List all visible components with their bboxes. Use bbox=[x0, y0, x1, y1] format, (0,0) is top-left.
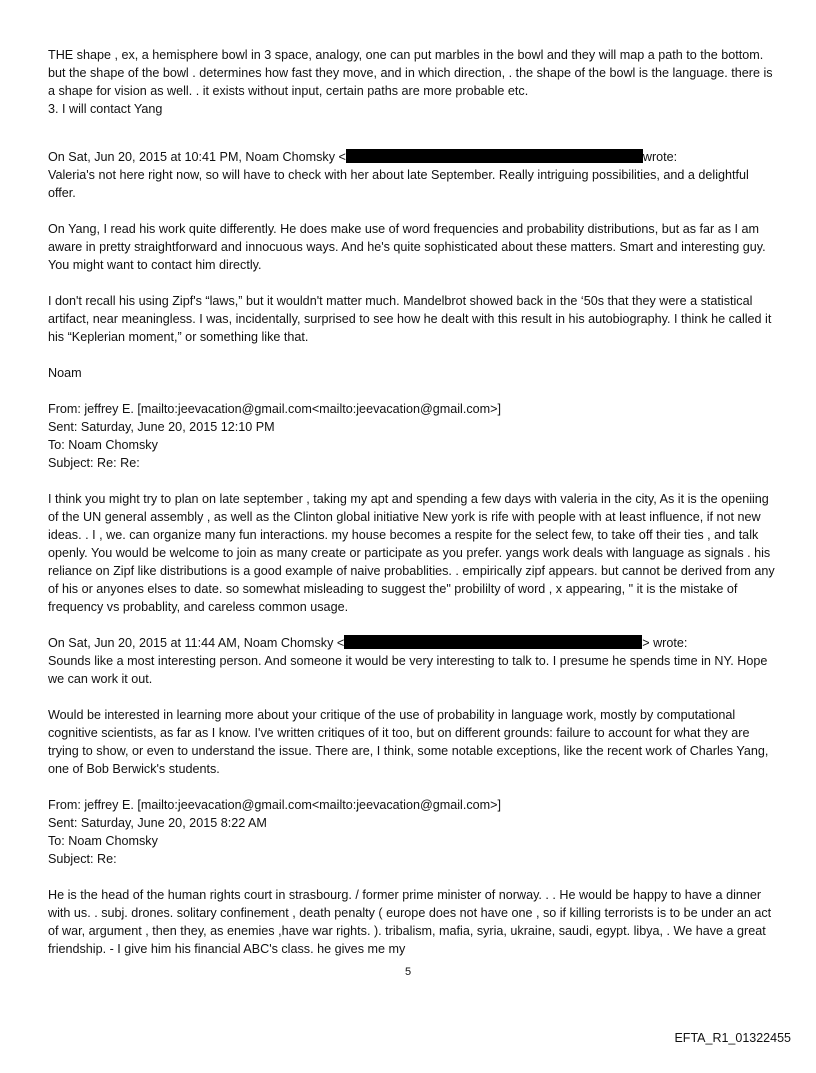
email-to: To: Noam Chomsky bbox=[48, 834, 158, 848]
document-body bbox=[48, 46, 778, 958]
email-from: From: jeffrey E. [mailto:jeevacation@gmail.com<mailto:jeevacation@gmail.com>] bbox=[48, 402, 501, 416]
email-signoff: Noam bbox=[48, 366, 82, 380]
redaction-bar bbox=[344, 635, 642, 649]
email-header-prefix: On Sat, Jun 20, 2015 at 11:44 AM, Noam Chomsky < bbox=[48, 636, 345, 650]
email-paragraph: I think you might try to plan on late september , taking my apt and spending a few days with valeria in the city, As it is the openiing of the UN general assembly , as well as the Clinton global initiative New york is rife with people with at least influence, if not new ideas. . I , we. can organize many fun interactions. my house becomes a respite for the select few, to take off their ties , and talk openly. You would be welcome to join as many create or participate as you prefer. yangs work deals with language as signals . his reliance on Zipf like distributions is a good example of naive probablities. . empirically zipf appears. but cannot be derived from any of his or anyones elses to date. so somewhat misleading to suggest the" probililty of word , x appearing, " it is the mistake of frequency vs probablity, and careless common usage. bbox=[48, 492, 775, 614]
email-sent: Sent: Saturday, June 20, 2015 8:22 AM bbox=[48, 816, 267, 830]
shape-paragraph: THE shape , ex, a hemisphere bowl in 3 space, analogy, one can put marbles in the bowl and they will map a path to the bottom. but the shape of the bowl . determines how fast they move, and in which direction, . the shape of the bowl is the language. there is a shape for vision as well. . it exists without input, certain paths are more probable etc. bbox=[48, 48, 773, 98]
email-header-suffix: > wrote: bbox=[642, 636, 688, 650]
page-number: 5 bbox=[404, 966, 412, 978]
email-subject: Subject: Re: bbox=[48, 852, 117, 866]
contact-item: 3. I will contact Yang bbox=[48, 102, 163, 116]
redaction-bar bbox=[346, 149, 643, 163]
email-to: To: Noam Chomsky bbox=[48, 438, 158, 452]
email-subject: Subject: Re: Re: bbox=[48, 456, 140, 470]
email-header-suffix: wrote: bbox=[642, 150, 678, 164]
email-header-block bbox=[48, 400, 778, 472]
email-paragraph: He is the head of the human rights court in strasbourg. / former prime minister of norway. . . He would be happy to have a dinner with us. . subj. drones. solitary confinement , death penalty ( europe does not have one , so if killing terrorists is to be under an act of war, argument , then they, as enemies ,have war rights. ). tribalism, mafia, syria, ukraine, saudi, egypt. libya, . We have a great friendship. - I give him his financial ABC's class. he gives me my bbox=[48, 888, 772, 956]
email-paragraph: On Yang, I read his work quite differently. He does make use of word frequencies and probability distributions, but as far as I am aware in pretty straightforward and innocuous ways. And he's quite sophisticated about these matters. Smart and interesting guy. You might want to contact him directly. bbox=[48, 222, 766, 272]
email-paragraph: Sounds like a most interesting person. And someone it would be very interesting to talk to. I presume he spends time in NY. Hope we can work it out. bbox=[48, 654, 768, 686]
email-header-1144am bbox=[48, 634, 778, 652]
email-header-prefix: On Sat, Jun 20, 2015 at 10:41 PM, Noam Chomsky < bbox=[48, 150, 346, 164]
email-header-block bbox=[48, 796, 778, 868]
email-paragraph: Valeria's not here right now, so will have to check with her about late September. Really intriguing possibilities, and a delightful offer. bbox=[48, 168, 749, 200]
email-paragraph: Would be interested in learning more about your critique of the use of probability in language work, mostly by computational cognitive scientists, as far as I know. I've written critiques of it too, but on different grounds: failure to account for what they are trying to show, or even to understand the issue. There are, I think, some notable exceptions, like the recent work of Charles Yang, one of Bob Berwick's students. bbox=[48, 708, 769, 776]
email-sent: Sent: Saturday, June 20, 2015 12:10 PM bbox=[48, 420, 275, 434]
bates-stamp: EFTA_R1_01322455 bbox=[674, 1031, 791, 1045]
email-from: From: jeffrey E. [mailto:jeevacation@gmail.com<mailto:jeevacation@gmail.com>] bbox=[48, 798, 501, 812]
email-header-1041pm bbox=[48, 148, 778, 166]
email-paragraph: I don't recall his using Zipf's “laws,” but it wouldn't matter much. Mandelbrot showed back in the ‘50s that they were a statistical artifact, near meaningless. I was, incidentally, surprised to see how he dealt with this result in his autobiography. I think he called it his “Keplerian moment,” or something like that. bbox=[48, 294, 772, 344]
